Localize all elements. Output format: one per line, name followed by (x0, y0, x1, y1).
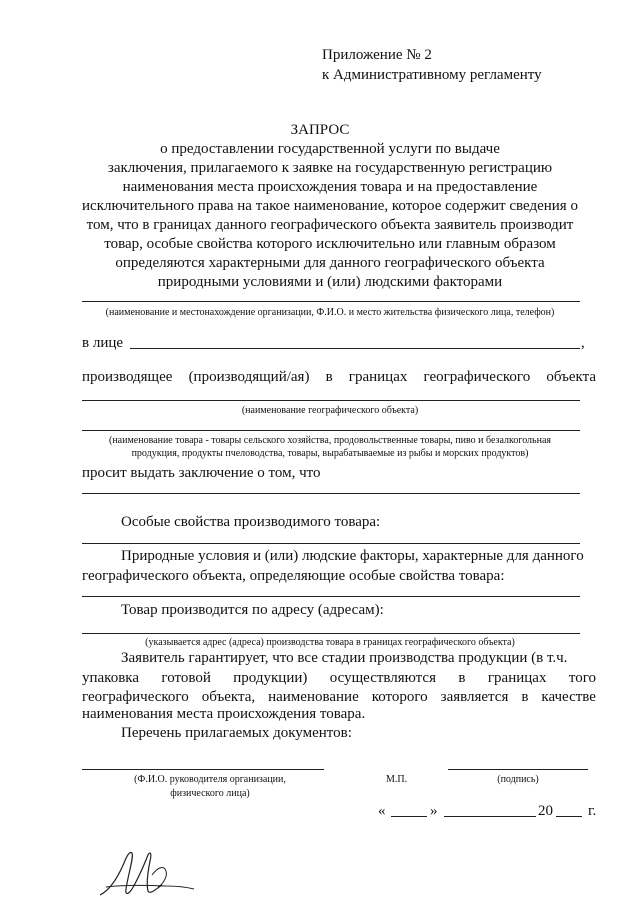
head-name-fill-line[interactable] (82, 769, 324, 770)
date-month-fill-line[interactable] (444, 816, 536, 817)
caption-signature: (подпись) (497, 774, 539, 785)
guarantee-word: географического (82, 689, 189, 705)
date-year-prefix: 20 (538, 803, 553, 819)
guarantee-word: в (458, 670, 466, 686)
guarantee-line-4: наименования места происхождения товара. (82, 706, 366, 722)
applicant-fill-line[interactable] (82, 301, 580, 302)
geo-object-fill-line[interactable] (82, 400, 580, 401)
goods-fill-line[interactable] (82, 430, 580, 431)
intro-line: исключительного права на такое наименование, которое содержит сведения о (82, 198, 578, 214)
producing-word: объекта (546, 369, 596, 385)
producing-word: производящее (82, 369, 173, 385)
guarantee-word: готовой (161, 670, 211, 686)
guarantee-word: в (521, 689, 529, 705)
guarantee-word: которого (371, 689, 428, 705)
guarantee-word: осуществляются (329, 670, 436, 686)
special-properties-fill-line[interactable] (82, 543, 580, 544)
address-label: Товар производится по адресу (адресам): (121, 602, 384, 618)
date-year-suffix: г. (588, 803, 597, 819)
appendix-number: Приложение № 2 (322, 47, 432, 63)
guarantee-word: наименование (268, 689, 359, 705)
producing-word: в (325, 369, 333, 385)
guarantee-word: упаковка (82, 670, 140, 686)
producing-word: географического (423, 369, 531, 385)
caption-geo-object: (наименование географического объекта) (241, 405, 419, 416)
intro-paragraph (60, 140, 600, 292)
appendix-regulation: к Административному регламенту (322, 67, 542, 83)
guarantee-word: границах (487, 670, 547, 686)
intro-line: определяются характерными для данного географического объекта (115, 255, 545, 271)
natural-factors-fill-line[interactable] (82, 596, 580, 597)
producing-word: (производящий/ая) (188, 369, 310, 385)
guarantee-word: заявляется (440, 689, 509, 705)
date-open-quote: « (378, 803, 386, 819)
request-fill-line[interactable] (82, 493, 580, 494)
caption-head-name-1: (Ф.И.О. руководителя организации, (134, 774, 286, 785)
in-person-fill-line[interactable] (130, 348, 580, 349)
guarantee-word: объекта, (201, 689, 256, 705)
guarantee-word: того (568, 670, 596, 686)
intro-line: природными условиями и (или) людскими факторами (157, 274, 503, 290)
intro-line: наименования места происхождения товара и на предоставление (122, 179, 538, 195)
caption-head-name-2: физического лица) (170, 788, 250, 799)
special-properties-label: Особые свойства производимого товара: (121, 514, 381, 530)
handwritten-signature (92, 845, 202, 900)
intro-line: о предоставлении государственной услуги по выдаче (160, 141, 500, 157)
date-day-fill-line[interactable] (391, 816, 427, 817)
in-person-label: в лице (82, 335, 124, 351)
request-text: просит выдать заключение о том, что (82, 465, 321, 481)
intro-line: заключения, прилагаемого к заявке на государственную регистрацию (107, 160, 553, 176)
natural-factors-line-2: географического объекта, определяющие особые свойства товара: (82, 568, 505, 584)
caption-applicant: (наименование и местонахождение организации, Ф.И.О. и место жительства физического лица, телефон) (105, 307, 555, 318)
caption-goods-2: продукция, продукты пчеловодства, товары, вырабатываемые из рыбы и морских продуктов) (131, 448, 529, 459)
in-person-comma: , (581, 335, 585, 351)
intro-line: товар, особые свойства которого исключительно или главным образом (104, 236, 556, 252)
producing-line (82, 368, 596, 387)
address-fill-line[interactable] (82, 633, 580, 634)
producing-word: границах (348, 369, 408, 385)
intro-line: том, что в границах данного географического объекта заявитель производит (86, 217, 574, 233)
natural-factors-line-1: Природные условия и (или) людские факторы, характерные для данного (121, 548, 584, 564)
guarantee-word: продукции) (233, 670, 308, 686)
documents-label: Перечень прилагаемых документов: (121, 725, 352, 741)
guarantee-line-1: Заявитель гарантирует, что все стадии производства продукции (в т.ч. (121, 650, 568, 666)
date-close-quote: » (430, 803, 438, 819)
caption-address: (указывается адрес (адреса) производства товара в границах географического объекта) (145, 637, 515, 648)
stamp-label: М.П. (386, 774, 408, 785)
document-title: ЗАПРОС (290, 122, 350, 138)
guarantee-word: качестве (541, 689, 596, 705)
caption-goods-1: (наименование товара - товары сельского хозяйства, продовольственные товары, пиво и безалкогольная (108, 435, 551, 446)
signature-fill-line[interactable] (448, 769, 588, 770)
guarantee-line-2 (82, 669, 596, 688)
date-year-fill-line[interactable] (556, 816, 582, 817)
